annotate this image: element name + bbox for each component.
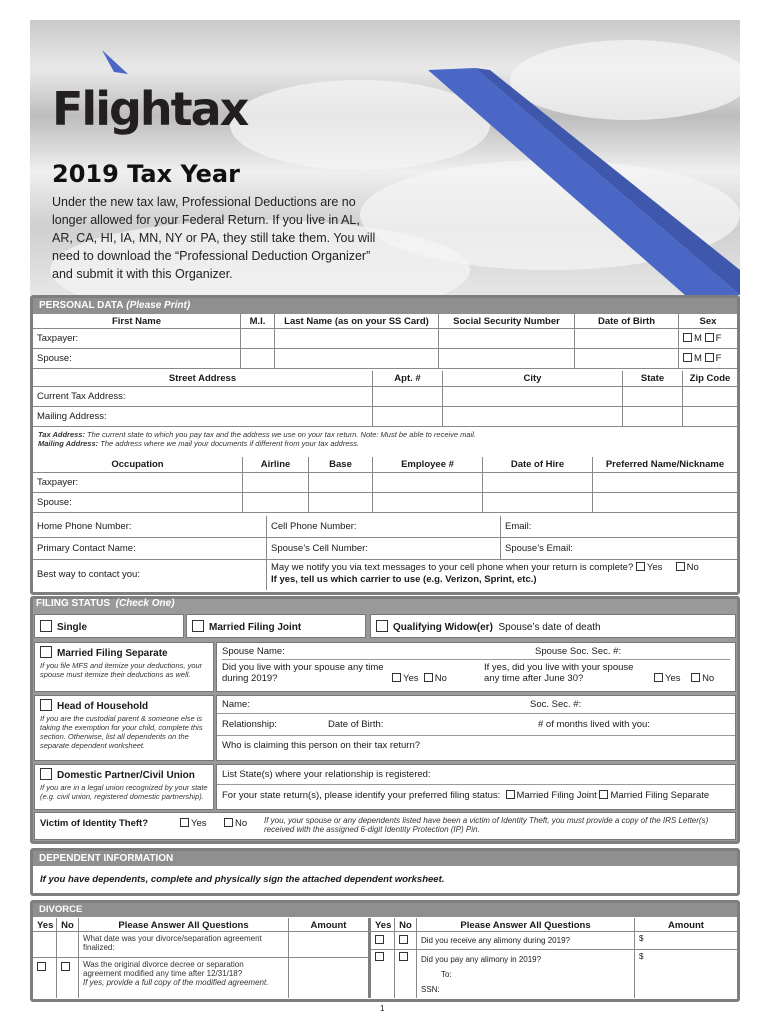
divorce-q1-row[interactable]: What date was your divorce/separation agreement finalized: (33, 932, 371, 958)
after-yes-checkbox[interactable] (654, 673, 663, 682)
q3-yes-checkbox[interactable] (375, 935, 384, 944)
hoh-option[interactable]: Head of Household If you are the custodial parent & someone else is taking the exemption for your child, complete this section. Otherwise, list all dependents on the separate dependent worksheet. (34, 695, 214, 761)
divorce-q4-row[interactable]: Did you pay any alimony in 2019? To: SSN: $ (371, 950, 737, 998)
col-first-name: First Name (33, 314, 241, 329)
personal-data-header: PERSONAL DATA (Please Print) (33, 298, 737, 314)
mfj-checkbox[interactable] (192, 620, 204, 632)
divorce-q2-row[interactable]: Was the original divorce decree or separation agreement modified any time after 12/31/18? If yes, provide a full copy of the modified agreement. (33, 958, 371, 998)
q2-yes-checkbox[interactable] (37, 962, 46, 971)
divorce-header-row-left: Yes No Please Answer All Questions Amount (33, 918, 371, 932)
taxpayer-sex[interactable]: M F (679, 329, 737, 349)
spouse-last[interactable] (275, 349, 439, 369)
pref-mfj-checkbox[interactable] (506, 790, 515, 799)
spouse-mi[interactable] (241, 349, 275, 369)
qw-option[interactable]: Qualifying Widow(er) Spouse’s date of death (370, 614, 736, 638)
taxpayer-row[interactable]: Taxpayer: M F (33, 329, 737, 349)
taxpayer-last[interactable] (275, 329, 439, 349)
col-last-name: Last Name (as on your SS Card) (275, 314, 439, 329)
identity-theft-row[interactable]: Victim of Identity Theft? Yes No If you, your spouse or any dependents listed have been a victim of Identity Theft, you must provide a copy of the IRS Letter(s) received with the assigned 6-digit Identity Protection (IP) Pin. (34, 812, 736, 840)
address-notes: Tax Address: The current state to which you pay tax and the address we use on your tax return. Note: Must be able to receive mail. Mailing Address: The address where we mail your documents if different from your tax address. (38, 430, 477, 448)
spouse-ssn[interactable] (439, 349, 575, 369)
dependent-header: DEPENDENT INFORMATION (33, 851, 737, 866)
checkbox[interactable] (705, 353, 714, 362)
page-number: 1 (380, 1004, 385, 1013)
logo: Flightax (52, 82, 248, 136)
contact-row[interactable]: Primary Contact Name: Spouse’s Cell Number: Spouse’s Email: (33, 538, 737, 560)
dependent-text: If you have dependents, complete and physically sign the attached dependent worksheet. (40, 874, 445, 885)
victim-yes-checkbox[interactable] (180, 818, 189, 827)
hoh-checkbox[interactable] (40, 699, 52, 711)
checkbox[interactable] (705, 333, 714, 342)
current-address-row[interactable]: Current Tax Address: (33, 387, 737, 407)
victim-no-checkbox[interactable] (224, 818, 233, 827)
mfs-checkbox[interactable] (40, 646, 52, 658)
mfj-option[interactable]: Married Filing Joint (186, 614, 366, 638)
dp-checkbox[interactable] (40, 768, 52, 780)
qw-checkbox[interactable] (376, 620, 388, 632)
notify-yes-checkbox[interactable] (636, 562, 645, 571)
dp-details[interactable]: List State(s) where your relationship is registered: For your state return(s), please identify your preferred filing status: Married Filing Joint Married Filing Separate (216, 764, 736, 810)
live-yes-checkbox[interactable] (392, 673, 401, 682)
q2-no-checkbox[interactable] (61, 962, 70, 971)
taxpayer-dob[interactable] (575, 329, 679, 349)
pref-mfs-checkbox[interactable] (599, 790, 608, 799)
taxpayer-mi[interactable] (241, 329, 275, 349)
divorce-header: DIVORCE (33, 903, 737, 917)
occupation-spouse-row[interactable]: Spouse: (33, 493, 737, 513)
divorce-q3-row[interactable]: Did you receive any alimony during 2019? $ (371, 932, 737, 950)
q4-yes-checkbox[interactable] (375, 952, 384, 961)
hoh-details[interactable]: Name: Soc. Sec. #: Relationship: Date of Birth: # of months lived with you: Who is claiming this person on their tax return? (216, 695, 736, 761)
spouse-row[interactable]: Spouse: M F (33, 349, 737, 369)
col-sex: Sex (679, 314, 737, 329)
phone-row[interactable]: Home Phone Number: Cell Phone Number: Email: (33, 516, 737, 538)
taxpayer-ssn[interactable] (439, 329, 575, 349)
spouse-dob[interactable] (575, 349, 679, 369)
intro-text: Under the new tax law, Professional Deductions are no longer allowed for your Federal Return. If you live in AL, AR, CA, HI, IA, MN, NY or PA, they still take them. You will need to download the “Professional Deduction Organizer” and submit it with this Organizer. (52, 195, 376, 281)
filing-status-header: FILING STATUS (Check One) (36, 598, 175, 609)
after-no-checkbox[interactable] (691, 673, 700, 682)
address-header-row: Street Address Apt. # City State Zip Code (33, 371, 737, 387)
personal-header-row (33, 314, 737, 329)
mfs-details[interactable]: Spouse Name: Spouse Soc. Sec. #: Did you live with your spouse any time during 2019? Yes No If yes, did you live with your spouse any time after June 30? Yes No (216, 642, 736, 692)
mailing-address-row[interactable]: Mailing Address: (33, 407, 737, 427)
best-contact-row[interactable]: Best way to contact you: May we notify you via text messages to your cell phone when your return is complete? Yes No If yes, tell us which carrier to use (e.g. Verizon, Sprint, etc.) (33, 560, 737, 590)
single-option[interactable]: Single (34, 614, 184, 638)
divorce-header-row-right: Yes No Please Answer All Questions Amount (371, 918, 737, 932)
mfs-option[interactable]: Married Filing Separate If you file MFS and itemize your deductions, your spouse must itemize their deductions as well. (34, 642, 214, 692)
live-no-checkbox[interactable] (424, 673, 433, 682)
checkbox[interactable] (683, 353, 692, 362)
single-checkbox[interactable] (40, 620, 52, 632)
page-title: 2019 Tax Year (52, 160, 240, 188)
checkbox[interactable] (683, 333, 692, 342)
spouse-sex[interactable]: M F (679, 349, 737, 369)
col-dob: Date of Birth (575, 314, 679, 329)
q4-no-checkbox[interactable] (399, 952, 408, 961)
occupation-header-row: Occupation Airline Base Employee # Date of Hire Preferred Name/Nickname (33, 457, 737, 473)
dp-option[interactable]: Domestic Partner/Civil Union If you are in a legal union recognized by your state (e.g. civil union, registered domestic partnership). (34, 764, 214, 810)
col-ssn: Social Security Number (439, 314, 575, 329)
notify-no-checkbox[interactable] (676, 562, 685, 571)
q3-no-checkbox[interactable] (399, 935, 408, 944)
col-mi: M.I. (241, 314, 275, 329)
occupation-taxpayer-row[interactable]: Taxpayer: (33, 473, 737, 493)
